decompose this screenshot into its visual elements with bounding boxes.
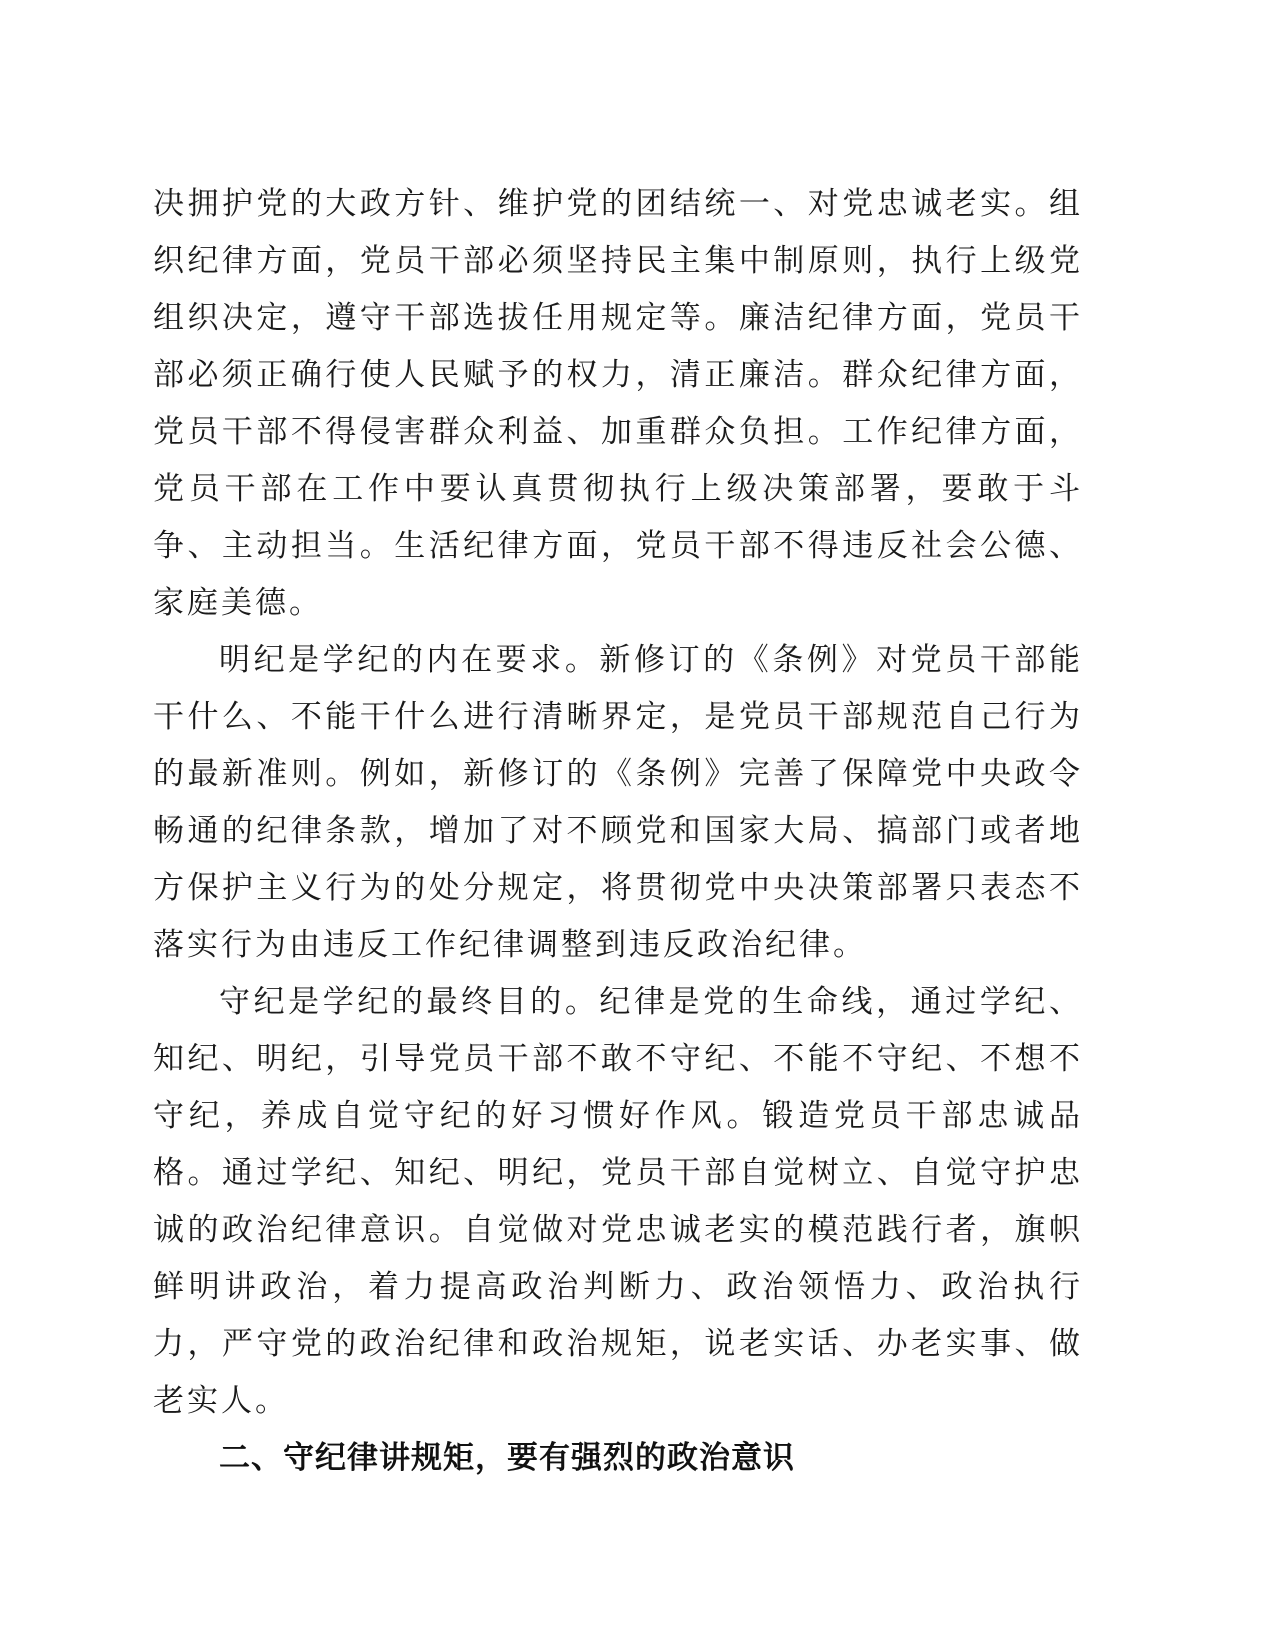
paragraph-continued: 决拥护党的大政方针、维护党的团结统一、对党忠诚老实。组织纪律方面，党员干部必须坚持民主集中制原则，执行上级党组织决定，遵守干部选拔任用规定等。廉洁纪律方面，党员干部必须正确行使人民赋予的权力，清正廉洁。群众纪律方面，党员干部不得侵害群众利益、加重群众负担。工作纪律方面，党员干部在工作中要认真贯彻执行上级决策部署，要敢于斗争、主动担当。生活纪律方面，党员干部不得违反社会公德、家庭美德。 bbox=[153, 186, 1083, 621]
document-body bbox=[153, 176, 1083, 1487]
paragraph-mingji: 明纪是学纪的内在要求。新修订的《条例》对党员干部能干什么、不能干什么进行清晰界定，是党员干部规范自己行为的最新准则。例如，新修订的《条例》完善了保障党中央政令畅通的纪律条款，增加了对不顾党和国家大局、搞部门或者地方保护主义行为的处分规定，将贯彻党中央决策部署只表态不落实行为由违反工作纪律调整到违反政治纪律。 bbox=[153, 642, 1083, 963]
section-heading: 二、守纪律讲规矩，要有强烈的政治意识 bbox=[219, 1440, 795, 1476]
paragraph-shouji: 守纪是学纪的最终目的。纪律是党的生命线，通过学纪、知纪、明纪，引导党员干部不敢不守纪、不能不守纪、不想不守纪，养成自觉守纪的好习惯好作风。锻造党员干部忠诚品格。通过学纪、知纪、明纪，党员干部自觉树立、自觉守护忠诚的政治纪律意识。自觉做对党忠诚老实的模范践行者，旗帜鲜明讲政治，着力提高政治判断力、政治领悟力、政治执行力，严守党的政治纪律和政治规矩，说老实话、办老实事、做老实人。 bbox=[153, 984, 1083, 1419]
